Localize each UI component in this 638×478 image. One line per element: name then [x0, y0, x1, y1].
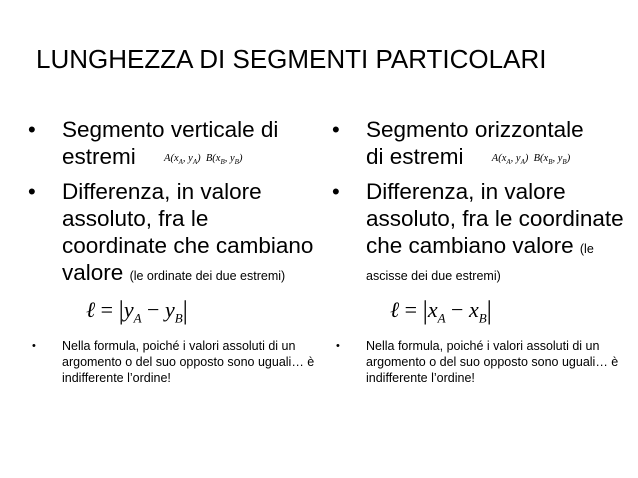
bullet-icon: •: [332, 179, 340, 205]
note-text: Nella formula, poiché i valori assoluti di un argomento o del suo opposto sono uguali… è indifferente l’ordine!: [366, 339, 619, 386]
length-formula: ℓ = $|y_A - y_B|$: [86, 296, 188, 326]
formula-note: [28, 338, 318, 386]
bullet-icon: •: [28, 179, 36, 205]
bullet-text: Differenza, in valore assoluto, fra le coordinate che cambiano valore: [366, 179, 624, 259]
bullet-horizontal-segment: [332, 116, 632, 176]
bullet-icon: •: [28, 117, 36, 142]
bullet-line-2: [366, 143, 632, 176]
bullet-text: di estremi: [366, 144, 464, 169]
slide-title: LUNGHEZZA DI SEGMENTI PARTICOLARI: [36, 44, 547, 74]
bullet-line-1: Segmento verticale di: [62, 117, 279, 142]
formula-note: [332, 338, 632, 386]
bullet-difference: [28, 178, 318, 286]
note-text: Nella formula, poiché i valori assoluti di un argomento o del suo opposto sono uguali… è indifferente l’ordine!: [62, 339, 315, 386]
endpoints-expression: $A(x_A$, $y_A$) $B(x_B$, $y_B$): [491, 153, 571, 167]
bullet-text: Differenza, in valore assoluto, fra le coordinate che cambiano valore: [62, 179, 314, 286]
bullet-difference: [332, 178, 632, 286]
bullet-icon: •: [332, 117, 340, 142]
bullet-line-2: [62, 143, 318, 176]
bullet-vertical-segment: [28, 116, 318, 176]
length-formula: ℓ = $|x_A - x_B|$: [390, 296, 492, 326]
bullet-text: estremi: [62, 144, 136, 169]
right-column: [332, 116, 632, 386]
bullet-parenthetical: (le ascisse dei due estremi): [366, 242, 594, 284]
bullet-icon: •: [336, 340, 340, 353]
bullet-parenthetical: (le ordinate dei due estremi): [129, 269, 286, 284]
bullet-icon: •: [32, 340, 36, 353]
bullet-line-1: Segmento orizzontale: [366, 117, 584, 142]
left-column: [28, 116, 318, 386]
endpoints-expression: $A(x_A$, $y_A$) $B(x_B$, $y_B$): [164, 153, 243, 167]
